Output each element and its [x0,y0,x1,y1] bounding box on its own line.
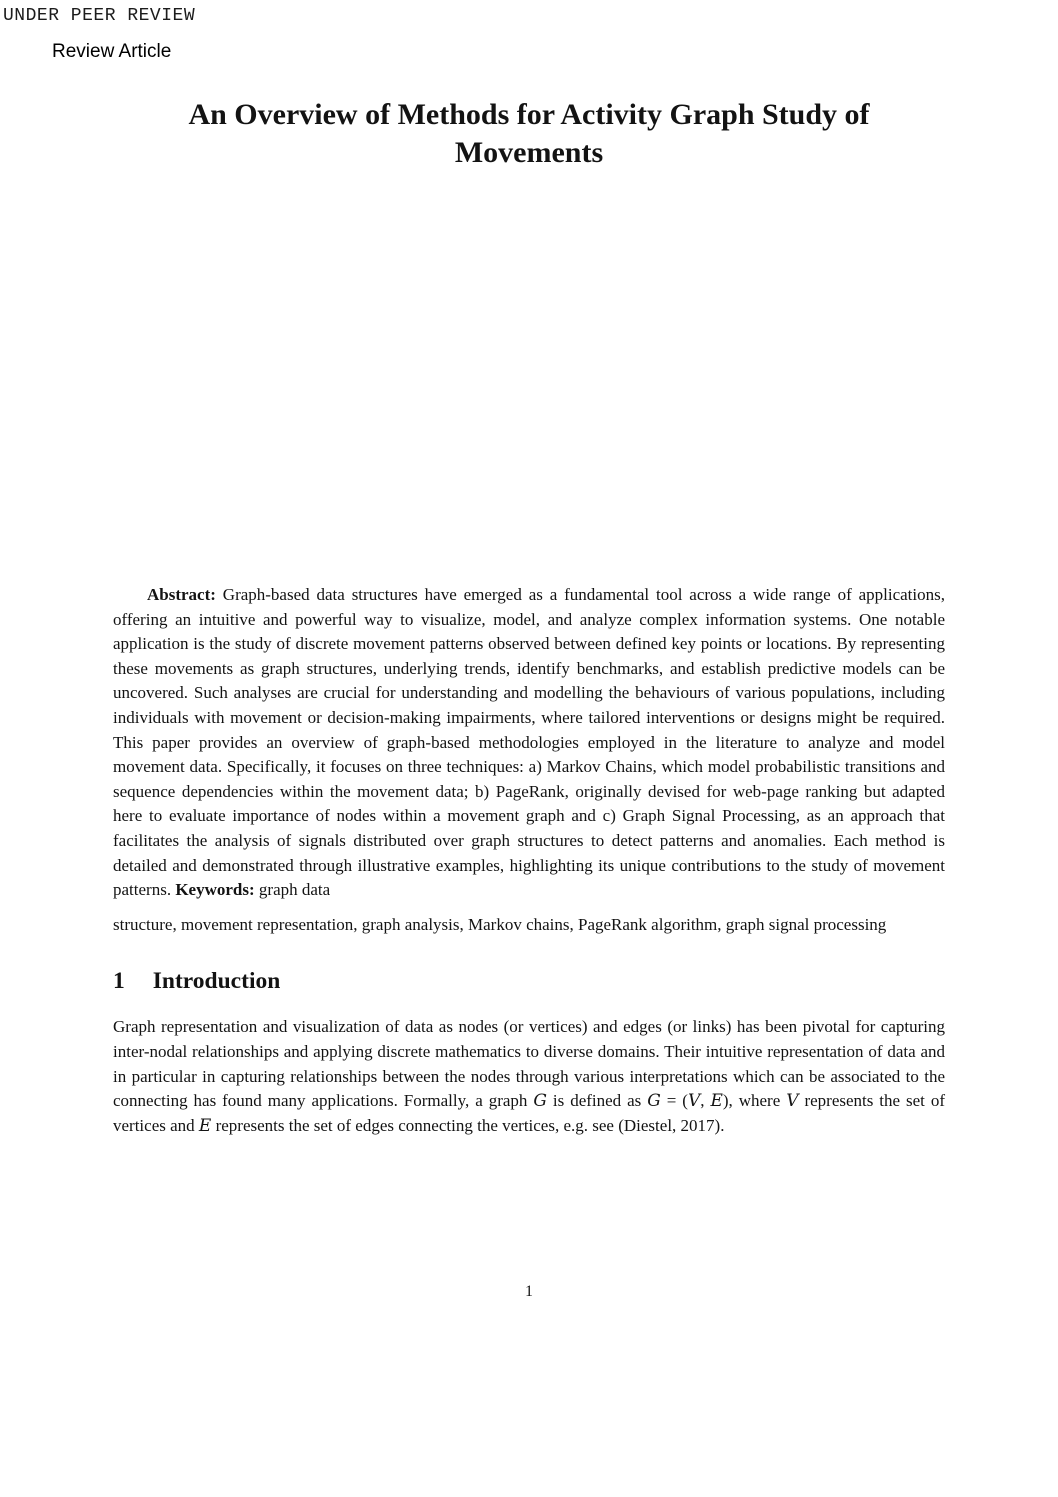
section-title: Introduction [152,968,281,995]
peer-review-watermark: UNDER PEER REVIEW [3,6,196,26]
page-number: 1 [525,1283,533,1300]
intro-text-3: = ( [660,1091,688,1111]
math-edges-symbol: E [198,1115,212,1136]
abstract-paragraph [113,583,945,903]
intro-text-5: ), where [722,1091,787,1111]
intro-text-7: represents the set of edges connecting the vertices, e.g. see (Diestel, 2017). [211,1115,725,1135]
math-graph-symbol: G [647,1091,661,1112]
intro-text-1: Graph representation and visualization of data as nodes (or vertices) and edges (or links) has been pivotal for capturing inter-nodal relationships and applying discrete mathematics to diverse domains. Their intuitive representation of data and in particular in capturing relationships between the nodes through various interpretations which can be associated to the connecting has found many applications. Formally, a graph [113,1017,945,1111]
math-vertices-symbol: V [687,1091,701,1112]
section-heading-introduction [113,967,945,995]
abstract-body: Graph-based data structures have emerged as a fundamental tool across a wide range of applications, offering an intuitive and powerful way to visualize, model, and analyze complex information systems. One notable application is the study of discrete movement patterns observed between defined key points or locations. By representing these movements as graph structures, underlying trends, identify benchmarks, and establish predictive models can be uncovered. Such analyses are crucial for understanding and modelling the behaviours of various populations, including individuals with movement or decision-making impairments, where tailored interventions or designs might be required. This paper provides an overview of graph-based methodologies employed in the literature to analyze and model movement data. Specifically, it focuses on three techniques: a) Markov Chains, which model probabilistic transitions and sequence dependencies within the movement data; b) PageRank, originally devised for web-page ranking but adapted here to evaluate importance of nodes within a movement graph and c) Graph Signal Processing, as an approach that facilitates the analysis of signals distributed over graph structures to detect patterns and anomalies. Each method is detailed and demonstrated through illustrative examples, highlighting its unique contributions to the study of movement patterns. [113,585,945,900]
article-type-label: Review Article [52,41,172,62]
intro-text-6: represents the set of vertices and [113,1091,946,1135]
keywords-label: Keywords: [175,880,255,900]
abstract-label: Abstract: [147,585,216,604]
introduction-paragraph [113,1015,945,1138]
math-graph-symbol: G [533,1091,547,1112]
section-number: 1 [113,968,125,995]
math-edges-symbol: E [710,1091,723,1112]
intro-text-2: is defined as [546,1091,648,1111]
intro-text-4: , [700,1091,711,1111]
paper-title: An Overview of Methods for Activity Graph Study of Movements [188,98,870,169]
math-vertices-symbol: V [786,1091,799,1112]
keywords-continuation: structure, movement representation, graph analysis, Markov chains, PageRank algorithm, graph signal processing [113,914,887,934]
keywords-inline: graph data [254,880,331,900]
